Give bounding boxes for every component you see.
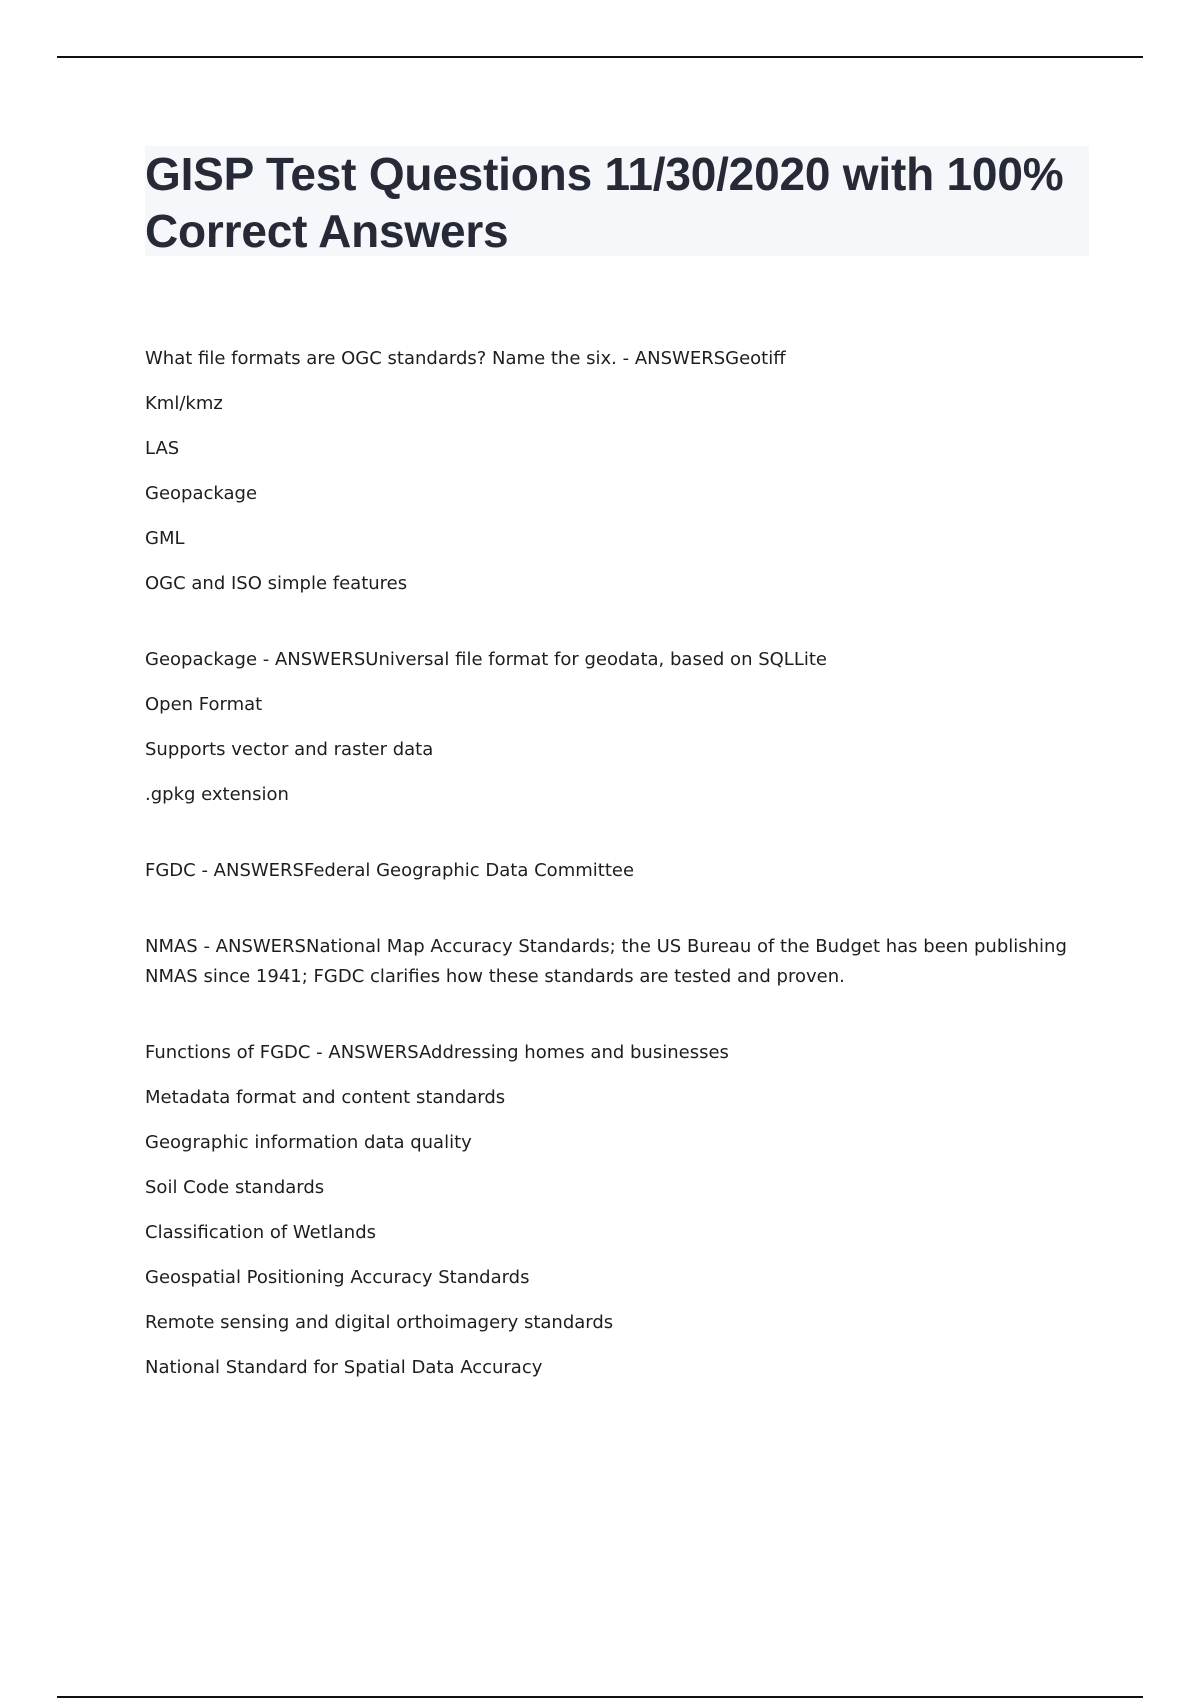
qa-line: Functions of FGDC - ANSWERSAddressing homes and businesses (145, 1042, 729, 1063)
qa-line: What file formats are OGC standards? Name the six. - ANSWERSGeotiff (145, 348, 786, 369)
qa-entry-geopackage (145, 645, 1085, 810)
bottom-rule (57, 1696, 1143, 1698)
top-rule (57, 56, 1143, 58)
qa-line: Classification of Wetlands (145, 1222, 377, 1243)
qa-line: Metadata format and content standards (145, 1087, 506, 1108)
qa-line: Open Format (145, 694, 263, 715)
qa-line: NMAS - ANSWERSNational Map Accuracy Standards; the US Bureau of the Budget has been publishing NMAS since 1941; FGDC clarifies how these standards are tested and proven. (145, 936, 1067, 987)
document-title: GISP Test Questions 11/30/2020 with 100% Correct Answers (145, 148, 1064, 257)
qa-entry-fgdc-functions (145, 1038, 1085, 1383)
title-block (145, 146, 1089, 256)
qa-line: LAS (145, 438, 180, 459)
qa-line: Kml/kmz (145, 393, 223, 414)
qa-line: Geospatial Positioning Accuracy Standards (145, 1267, 530, 1288)
document-body (145, 344, 1085, 1429)
qa-line: Soil Code standards (145, 1177, 325, 1198)
qa-entry-nmas (145, 932, 1085, 992)
qa-line: GML (145, 528, 185, 549)
qa-line: Supports vector and raster data (145, 739, 434, 760)
qa-line: Geopackage - ANSWERSUniversal file format for geodata, based on SQLLite (145, 649, 827, 670)
qa-entry-ogc-formats (145, 344, 1085, 599)
qa-line: National Standard for Spatial Data Accuracy (145, 1357, 543, 1378)
qa-line: OGC and ISO simple features (145, 573, 408, 594)
qa-line: Remote sensing and digital orthoimagery standards (145, 1312, 614, 1333)
qa-line: FGDC - ANSWERSFederal Geographic Data Committee (145, 860, 635, 881)
qa-line: Geographic information data quality (145, 1132, 472, 1153)
qa-line: Geopackage (145, 483, 258, 504)
qa-line: .gpkg extension (145, 784, 289, 805)
qa-entry-fgdc (145, 856, 1085, 886)
